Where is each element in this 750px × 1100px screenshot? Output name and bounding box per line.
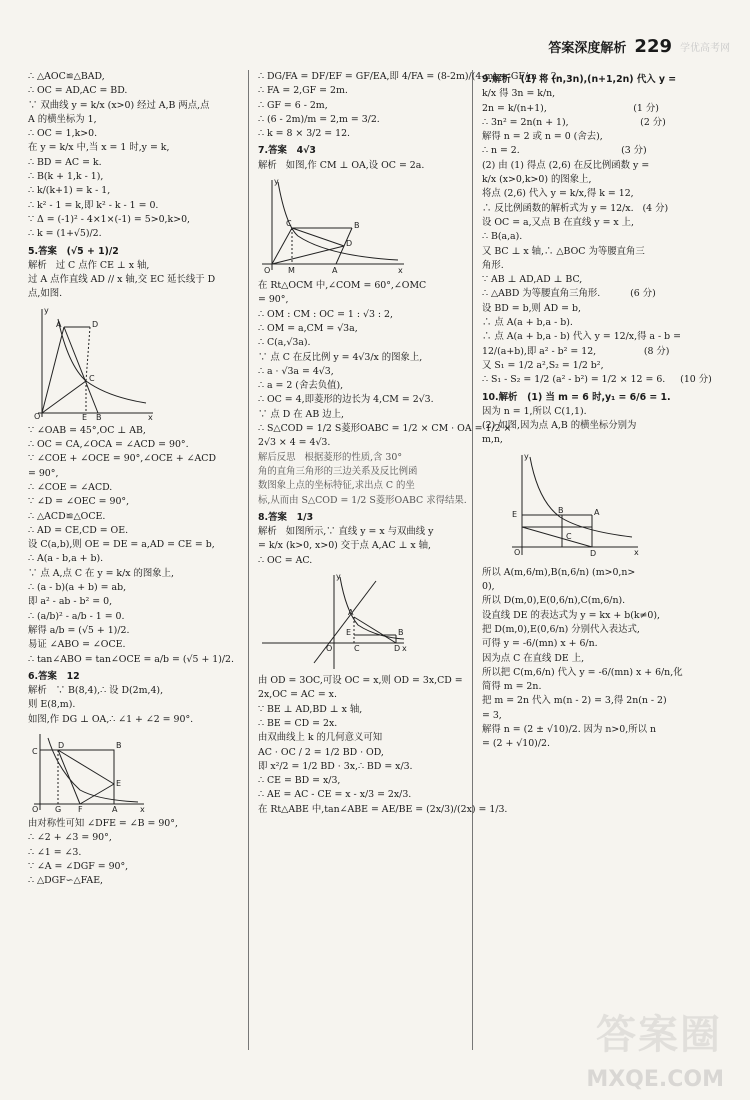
text-line: ∵ 双曲线 y = k/x (x>0) 经过 A,B 两点,点 [28,99,210,111]
text-line: ∵ ∠D = ∠OEC = 90°, [28,496,130,508]
column-1 [28,70,240,888]
text-line: ∴ k/(k+1) = k - 1, [28,185,111,197]
svg-text:y: y [274,177,279,187]
svg-text:O: O [514,547,521,557]
svg-text:x: x [634,547,639,557]
text-line: 又 BC ⊥ x 轴,∴ △BOC 为等腰直角三 [482,245,645,257]
text-line: 解析 ∵ B(8,4),∴ 设 D(2m,4), [28,685,164,697]
svg-text:E: E [82,412,88,422]
answer-9-heading: 9.解析 (1) 将 (n,3n),(n+1,2n) 代入 y = [482,74,677,85]
text-line: (2) 由 (1) 得点 (2,6) 在反比例函数 y = [482,159,650,171]
answer-7-heading: 7.答案 4√3 [258,145,316,157]
svg-text:E: E [346,628,352,638]
text-line: ∴ OM = a,CM = √3a, [258,322,358,334]
text-line: 又 S₁ = 1/2 a²,S₂ = 1/2 b², [482,359,604,371]
text-line: k/x 得 3n = k/n, [482,88,556,100]
text-line: A 的横坐标为 1, [28,113,97,125]
text-line: ∴ BE = CD = 2x. [258,717,338,729]
svg-text:D: D [58,740,65,750]
text-line: 设直线 DE 的表达式为 y = kx + b(k≠0), [482,609,660,621]
svg-text:C: C [354,644,360,654]
text-line: ∴ A(a - b,a + b). [28,553,104,565]
text-line: ∴ ∠COE = ∠ACD. [28,481,113,493]
text-line: ∴ OM : CM : OC = 1 : √3 : 2, [258,308,393,320]
text-line: ∴ 3n² = 2n(n + 1), (2 分) [482,116,666,128]
text-line: 由对称性可知 ∠DFE = ∠B = 90°, [28,817,178,829]
text-line: 如图,作 DG ⊥ OA,∴ ∠1 + ∠2 = 90°. [28,713,194,725]
text-line: 由双曲线上 k 的几何意义可知 [258,732,383,744]
text-line: 解得 a/b = (√5 + 1)/2. [28,624,130,636]
text-line: ∴ FA = 2,GF = 2m. [258,85,348,97]
figure-q7 [258,176,408,276]
text-line: 因为 n = 1,所以 C(1,1). [482,405,587,417]
text-line: ∴ n = 2. (3 分) [482,145,647,157]
svg-text:B: B [96,412,102,422]
text-line: ∴ GF = 6 - 2m, [258,99,328,111]
svg-text:D: D [590,548,597,558]
text-line: ∴ ∠2 + ∠3 = 90°, [28,832,112,844]
svg-text:M: M [288,266,295,276]
text-line: ∵ 点 D 在 AB 边上, [258,408,344,420]
answer-6-heading: 6.答案 12 [28,670,80,682]
text-line: ∴ OC = 4,即菱形的边长为 4,CM = 2√3. [258,394,434,406]
text-line: 即 a² - ab - b² = 0, [28,596,113,608]
text-line: 设 C(a,b),则 OE = DE = a,AD = CE = b, [28,539,215,551]
reflection-note: 解后反思 根据菱形的性质,含 30° [258,451,403,463]
text-line: 设 BD = b,则 AD = b, [482,302,581,314]
text-line: 由 OD = 3OC,可设 OC = x,则 OD = 3x,CD = [258,675,463,687]
column-3 [482,70,732,752]
svg-text:D: D [394,644,401,654]
text-line: 在 y = k/x 中,当 x = 1 时,y = k, [28,142,170,154]
figure-q8 [258,571,408,671]
svg-text:C: C [32,746,38,756]
text-line: ∵ Δ = (-1)² - 4×1×(-1) = 5>0,k>0, [28,213,191,225]
text-line: ∴ C(a,√3a). [258,337,311,349]
text-line: ∵ BE ⊥ AD,BD ⊥ x 轴, [258,703,363,715]
answer-8-heading: 8.答案 1/3 [258,511,314,523]
watermark-logo: 答案圈 [596,1012,722,1058]
text-line: ∴ ∠1 = ∠3. [28,846,82,858]
text-line: ∴ 点 A(a + b,a - b). [482,317,573,329]
figure-q5 [28,305,158,421]
text-line: 解得 n = (2 ± √10)/2. 因为 n>0,所以 n [482,723,657,735]
watermark-url: MXQE.COM [586,1067,724,1092]
text-line: 解析 如图所示,∵ 直线 y = x 与双曲线 y [258,526,434,538]
text-line: 解得 n = 2 或 n = 0 (舍去), [482,131,603,143]
text-line: 在 Rt△OCM 中,∠COM = 60°,∠OMC [258,280,427,292]
svg-text:O: O [34,411,41,421]
svg-text:A: A [594,507,600,517]
text-line: AC · OC / 2 = 1/2 BD · OD, [258,746,384,758]
reflection-note: 数图象上点的坐标特征,求出点 C 的坐 [258,480,415,492]
text-line: 解析 过 C 点作 CE ⊥ x 轴, [28,259,150,271]
svg-text:A: A [332,266,338,276]
text-line: 简得 m = 2n. [482,681,542,693]
text-line: 把 m = 2n 代入 m(n - 2) = 3,得 2n(n - 2) [482,695,667,707]
text-line: ∵ ∠COE + ∠OCE = 90°,∠OCE + ∠ACD [28,453,216,465]
text-line: ∴ AD = CE,CD = OE. [28,524,129,536]
svg-text:B: B [354,221,360,231]
text-line: ∴ OC = CA,∠OCA = ∠ACD = 90°. [28,439,189,451]
text-line: 所以 D(m,0),E(0,6/n),C(m,6/n). [482,595,626,607]
svg-text:y: y [524,451,529,461]
svg-text:y: y [336,572,341,582]
text-line: ∵ ∠A = ∠DGF = 90°, [28,860,129,872]
text-line: 解析 如图,作 CM ⊥ OA,设 OC = 2a. [258,159,425,171]
section-title: 答案深度解析 [548,41,627,56]
svg-text:O: O [326,644,333,654]
text-line: ∴ △DGF∽△FAE, [28,875,104,887]
svg-text:C: C [89,373,95,383]
svg-text:x: x [148,412,153,422]
text-line: ∵ 点 A,点 C 在 y = k/x 的图象上, [28,567,175,579]
svg-text:F: F [78,804,83,814]
text-line: 0), [482,581,495,593]
answer-10-heading: 10.解析 (1) 当 m = 6 时,y₁ = 6/6 = 1. [482,391,671,403]
text-line: ∵ AB ⊥ AD,AD ⊥ BC, [482,274,583,286]
text-line: = 3, [482,709,502,721]
text-line: 把 D(m,0),E(0,6/n) 分别代入表达式, [482,623,640,635]
text-line: 易证 ∠ABO = ∠OCE. [28,639,126,651]
svg-text:B: B [558,505,564,515]
text-line: ∴ 点 A(a + b,a - b) 代入 y = 12/x,得 a - b = [482,331,681,343]
svg-text:A: A [56,319,62,329]
column-divider [248,70,249,1050]
svg-text:E: E [116,778,122,788]
text-line: ∴ a · √3a = 4√3, [258,365,334,377]
text-line: 设 OC = a,又点 B 在直线 y = x 上, [482,216,635,228]
text-line: ∵ 点 C 在反比例 y = 4√3/x 的图象上, [258,351,423,363]
header-watermark: 学优高考网 [680,43,730,54]
text-line: ∴ (6 - 2m)/m = 2,m = 3/2. [258,113,380,125]
text-line: (2) 如图,因为点 A,B 的横坐标分别为 [482,420,637,432]
text-line: 将点 (2,6) 代入 y = k/x,得 k = 12, [482,188,634,200]
text-line: ∵ ∠OAB = 45°,OC ⊥ AB, [28,424,146,436]
svg-text:y: y [44,305,49,315]
text-line: 在 Rt△ABE 中,tan∠ABE = AE/BE = (2x/3)/(2x) = 1/3. [258,803,508,815]
text-line: = 90°, [258,294,289,306]
text-line: ∴ k = 8 × 3/2 = 12. [258,128,351,140]
svg-text:A: A [112,804,118,814]
text-line: 2n = k/(n+1), (1 分) [482,102,659,114]
svg-text:B: B [116,740,122,750]
text-line: = 90°, [28,467,59,479]
text-line: ∴ a = 2 (舍去负值), [258,380,344,392]
svg-text:x: x [140,804,145,814]
text-line: ∴ S△COD = 1/2 S菱形OABC = 1/2 × CM · OA = 1/2 × [258,423,512,435]
answer-5-heading: 5.答案 (√5 + 1)/2 [28,245,119,257]
figure-q10 [482,451,642,563]
text-line: 点,如图. [28,288,63,300]
text-line: ∴ OC = AC. [258,554,313,566]
text-line: ∴ B(k + 1,k - 1), [28,171,104,183]
text-line: ∴ DG/FA = DF/EF = GF/EA,即 4/FA = (8-2m)/(4-m) = GF/m = 2. [258,71,560,82]
text-line: ∴ tan∠ABO = tan∠OCE = a/b = (√5 + 1)/2. [28,653,234,665]
svg-text:E: E [512,509,518,519]
text-line: = k/x (k>0, x>0) 交于点 A,AC ⊥ x 轴, [258,540,432,552]
text-line: ∴ △AOC≌△BAD, [28,71,105,82]
text-line: ∴ △ABD 为等腰直角三角形. (6 分) [482,288,656,300]
text-line: m,n, [482,434,503,446]
text-line: ∴ OC = 1,k>0. [28,128,98,140]
text-line: 2x,OC = AC = x. [258,689,337,701]
text-line: ∴ k² - 1 = k,即 k² - k - 1 = 0. [28,199,159,211]
text-line: = (2 + √10)/2. [482,738,550,750]
text-line: ∴ S₁ - S₂ = 1/2 (a² - b²) = 1/2 × 12 = 6. (10 分) [482,374,712,386]
page-number: 229 [634,36,672,57]
svg-text:x: x [398,266,403,276]
text-line: ∴ (a/b)² - a/b - 1 = 0. [28,610,125,622]
svg-text:D: D [346,239,353,249]
svg-text:D: D [92,319,99,329]
text-line: 12/(a+b),即 a² - b² = 12, (8 分) [482,345,670,357]
column-divider [472,70,473,1050]
svg-text:x: x [402,644,407,654]
text-line: ∴ AE = AC - CE = x - x/3 = 2x/3. [258,789,412,801]
svg-text:A: A [348,608,354,618]
text-line: ∴ (a - b)(a + b) = ab, [28,582,127,594]
text-line: ∴ △ACD≌△OCE. [28,510,106,522]
text-line: 角形. [482,259,504,271]
figure-q6 [28,730,148,814]
text-line: 所以 A(m,6/m),B(n,6/n) (m>0,n> [482,566,636,578]
text-line: k/x (x>0,k>0) 的图象上, [482,174,592,186]
text-line: 则 E(8,m). [28,699,76,711]
text-line: 所以把 C(m,6/n) 代入 y = -6/(mn) x + 6/n,化 [482,666,683,678]
text-line: ∴ OC = AD,AC = BD. [28,85,128,97]
text-line: 即 x²/2 = 1/2 BD · 3x,∴ BD = x/3. [258,760,413,772]
reflection-note: 角的直角三角形的三边关系及反比例函 [258,465,418,477]
page-header [548,36,730,57]
reflection-note: 标,从而由 S△COD = 1/2 S菱形OABC 求得结果. [258,494,467,506]
svg-text:C: C [286,219,292,229]
text-line: 可得 y = -6/(mn) x + 6/n. [482,638,598,650]
svg-text:G: G [55,804,62,814]
svg-text:B: B [398,628,404,638]
text-line: ∴ B(a,a). [482,231,523,243]
text-line: ∴ BD = AC = k. [28,156,102,168]
text-line: ∴ CE = BD = x/3, [258,775,341,787]
svg-text:C: C [566,531,572,541]
text-line: 过 A 点作直线 AD // x 轴,交 EC 延长线于 D [28,274,216,286]
svg-text:O: O [32,804,39,814]
text-line: 2√3 × 4 = 4√3. [258,437,331,449]
text-line: ∴ 反比例函数的解析式为 y = 12/x. (4 分) [482,202,669,214]
svg-text:O: O [264,266,271,276]
text-line: ∴ k = (1+√5)/2. [28,228,102,240]
text-line: 因为点 C 在直线 DE 上, [482,652,585,664]
